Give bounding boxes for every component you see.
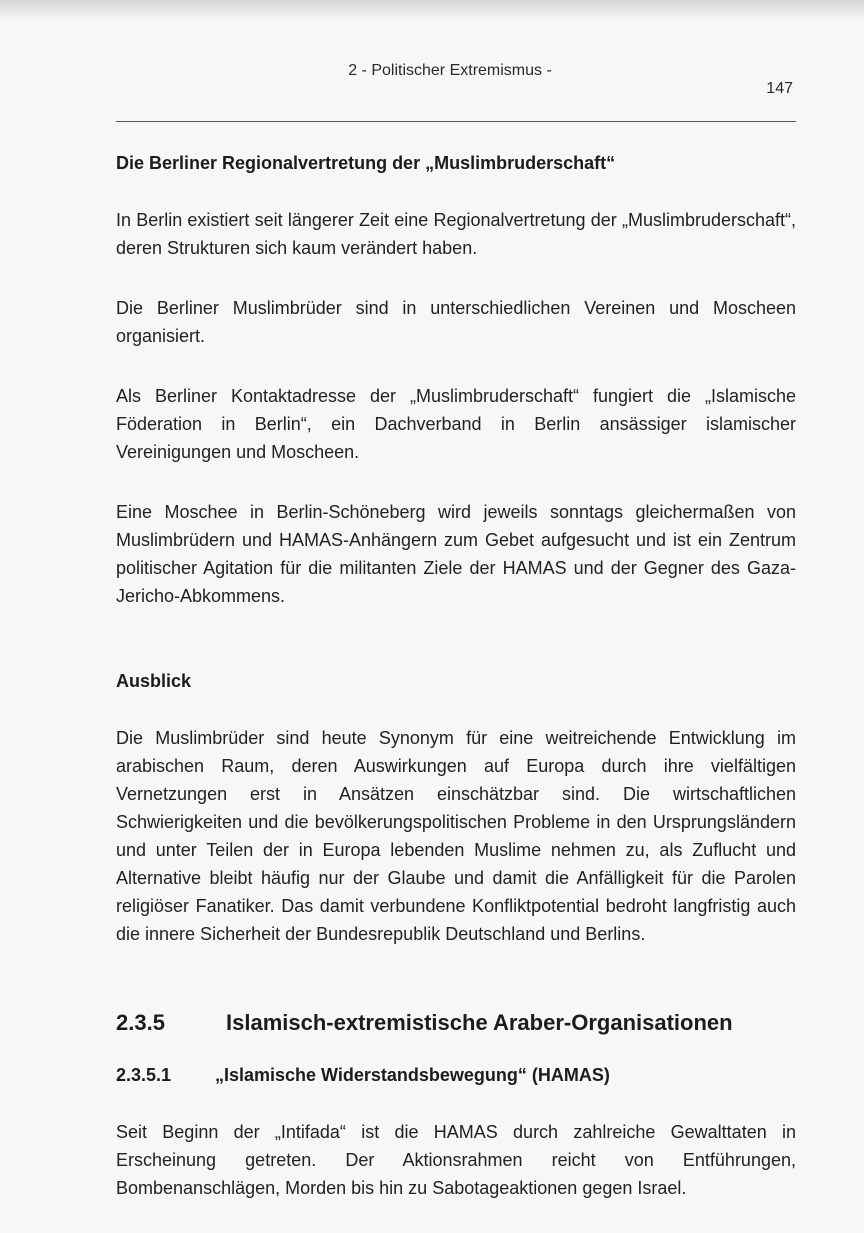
paragraph: In Berlin existiert seit längerer Zeit eine Regionalvertretung der „Muslimbruderschaft“, deren Strukturen sich kaum verändert haben. bbox=[116, 210, 796, 258]
scan-edge-shadow bbox=[0, 0, 864, 22]
heading-title: Islamisch-extremistische Araber-Organisationen bbox=[226, 1010, 733, 1035]
paragraph: Die Muslimbrüder sind heute Synonym für eine weitreichende Entwicklung im arabischen Raum, deren Auswirkungen auf Europa durch ihre vielfältigen Vernetzungen erst in Ansätzen einschätzbar sind. Die wirtschaftlichen Schwierigkeiten und die bevölkerungspolitischen Probleme in den Ursprungsländern und unter Teilen der in Europa lebenden Muslime nehmen zu, als Zuflucht und Alternative bleibt häufig nur der Glaube und damit die Anfälligkeit für die Parolen religiöser Fanatiker. Das damit verbundene Konfliktpotential bedroht langfristig auch die innere Sicherheit der Bundesrepublik Deutschland und Berlins. bbox=[116, 728, 796, 944]
header-rule bbox=[116, 121, 796, 122]
chapter-heading-2-3-5-1 bbox=[116, 1062, 796, 1088]
heading-number: 2.3.5 bbox=[116, 1010, 165, 1035]
running-header: 2 - Politischer Extremismus - bbox=[348, 62, 552, 79]
paragraph: Die Berliner Muslimbrüder sind in unterschiedlichen Vereinen und Moscheen organisiert. bbox=[116, 298, 796, 346]
paragraph: Als Berliner Kontaktadresse der „Muslimbruderschaft“ fungiert die „Islamische Föderation in Berlin“, ein Dachverband in Berlin ansässiger islamischer Vereinigungen und Moscheen. bbox=[116, 386, 796, 462]
page-number: 147 bbox=[766, 80, 793, 97]
section-heading-ausblick: Ausblick bbox=[116, 671, 192, 691]
paragraph: Seit Beginn der „Intifada“ ist die HAMAS durch zahlreiche Gewalttaten in Erscheinung getreten. Der Aktionsrahmen reicht von Entführungen, Bombenanschlägen, Morden bis hin zu Sabotageaktionen gegen Israel. bbox=[116, 1122, 796, 1198]
chapter-heading-2-3-5 bbox=[116, 1008, 796, 1038]
page-content bbox=[116, 150, 796, 1202]
section-heading-muslimbruderschaft: Die Berliner Regionalvertretung der „Muslimbruderschaft“ bbox=[116, 153, 616, 173]
paragraph: Eine Moschee in Berlin-Schöneberg wird jeweils sonntags gleichermaßen von Muslimbrüdern und HAMAS-Anhängern zum Gebet aufgesucht und ist ein Zentrum politischer Agitation für die militanten Ziele der HAMAS und der Gegner des Gaza-Jericho-Abkommens. bbox=[116, 502, 796, 606]
heading-number: 2.3.5.1 bbox=[116, 1065, 172, 1085]
heading-title: „Islamische Widerstandsbewegung“ (HAMAS) bbox=[215, 1065, 610, 1085]
